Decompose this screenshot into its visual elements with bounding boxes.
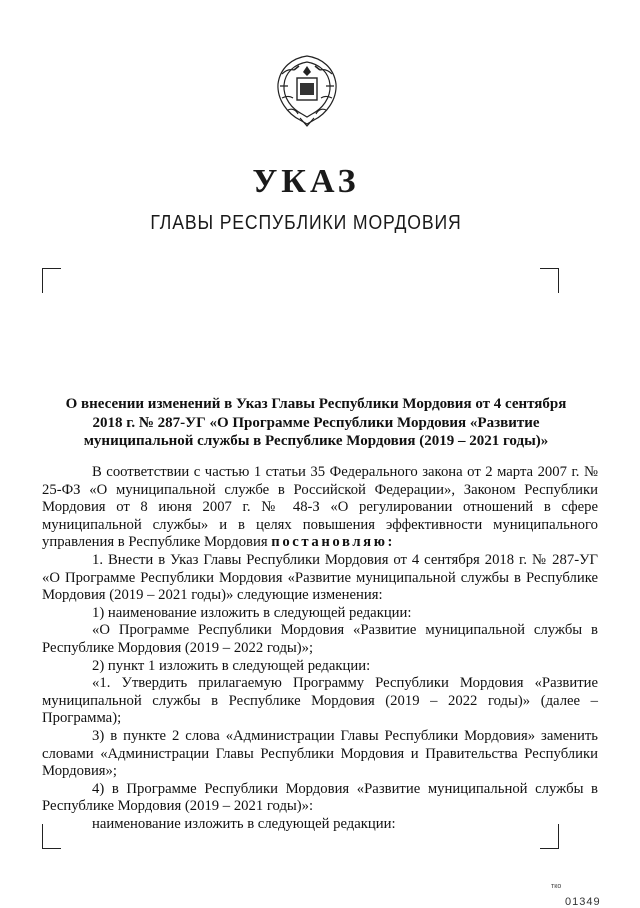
paragraph: 2) пункт 1 изложить в следующей редакции: (92, 657, 371, 674)
paragraph: 1) наименование изложить в следующей редакции: (92, 604, 412, 621)
resolution-word: постановляю: (271, 534, 396, 551)
document-serial-number: 01349 (565, 896, 601, 908)
paragraph: «О Программе Республики Мордовия «Развитие муниципальной службы в Республике Мордовия (2019 – 2022 годы)»; (42, 622, 598, 656)
paragraph (42, 464, 598, 552)
paragraph: 4) в Программе Республики Мордовия «Развитие муниципальной службы в Республике Мордовия (2019 – 2021 годы)»: (42, 780, 598, 815)
document-subtitle: ГЛАВЫ РЕСПУБЛИКИ МОРДОВИЯ (150, 211, 462, 234)
corner-mark-top-left (42, 268, 61, 293)
corner-mark-top-right (540, 268, 559, 293)
coat-of-arms-icon (270, 52, 344, 128)
paragraph: наименование изложить в следующей редакции: (92, 815, 396, 832)
paragraph: «1. Утвердить прилагаемую Программу Республики Мордовия «Развитие муниципальной службы в Республике Мордовия (2019 – 2022 годы)» (далее – Программа); (42, 675, 598, 727)
document-title: УКАЗ (252, 163, 360, 200)
paragraph-text: В соответствии с частью 1 статьи 35 Федерального закона от 2 марта 2007 г. № 25-ФЗ «О муниципальной службе в Российской Федерации», Законом Республики Мордовия от 8 июня 2007 г. № 48-З «О регулировании отношений в сфере муниципальной службы» и в целях повышения эффективности муниципального управления в Республике Мордовия (42, 464, 598, 551)
decree-heading: О внесении изменений в Указ Главы Республики Мордовия от 4 сентября 2018 г. № 287-УГ «О Программе Республики Мордовия «Развитие муниципальной службы в Республике Мордовия (2019 – 2021 годы)» (65, 396, 567, 449)
paragraph: 3) в пункте 2 слова «Администрации Главы Республики Мордовия» заменить словами «Администрации Главы Республики Мордовия и Правительства Республики Мордовия»; (42, 727, 598, 780)
stamp-mark: тко (551, 883, 562, 890)
paragraph: 1. Внести в Указ Главы Республики Мордовия от 4 сентября 2018 г. № 287-УГ «О Программе Республики Мордовия «Развитие муниципальной службы в Республике Мордовия (2019 – 2021 годы)» следующие изменения: (42, 551, 598, 604)
decree-body (42, 464, 598, 833)
